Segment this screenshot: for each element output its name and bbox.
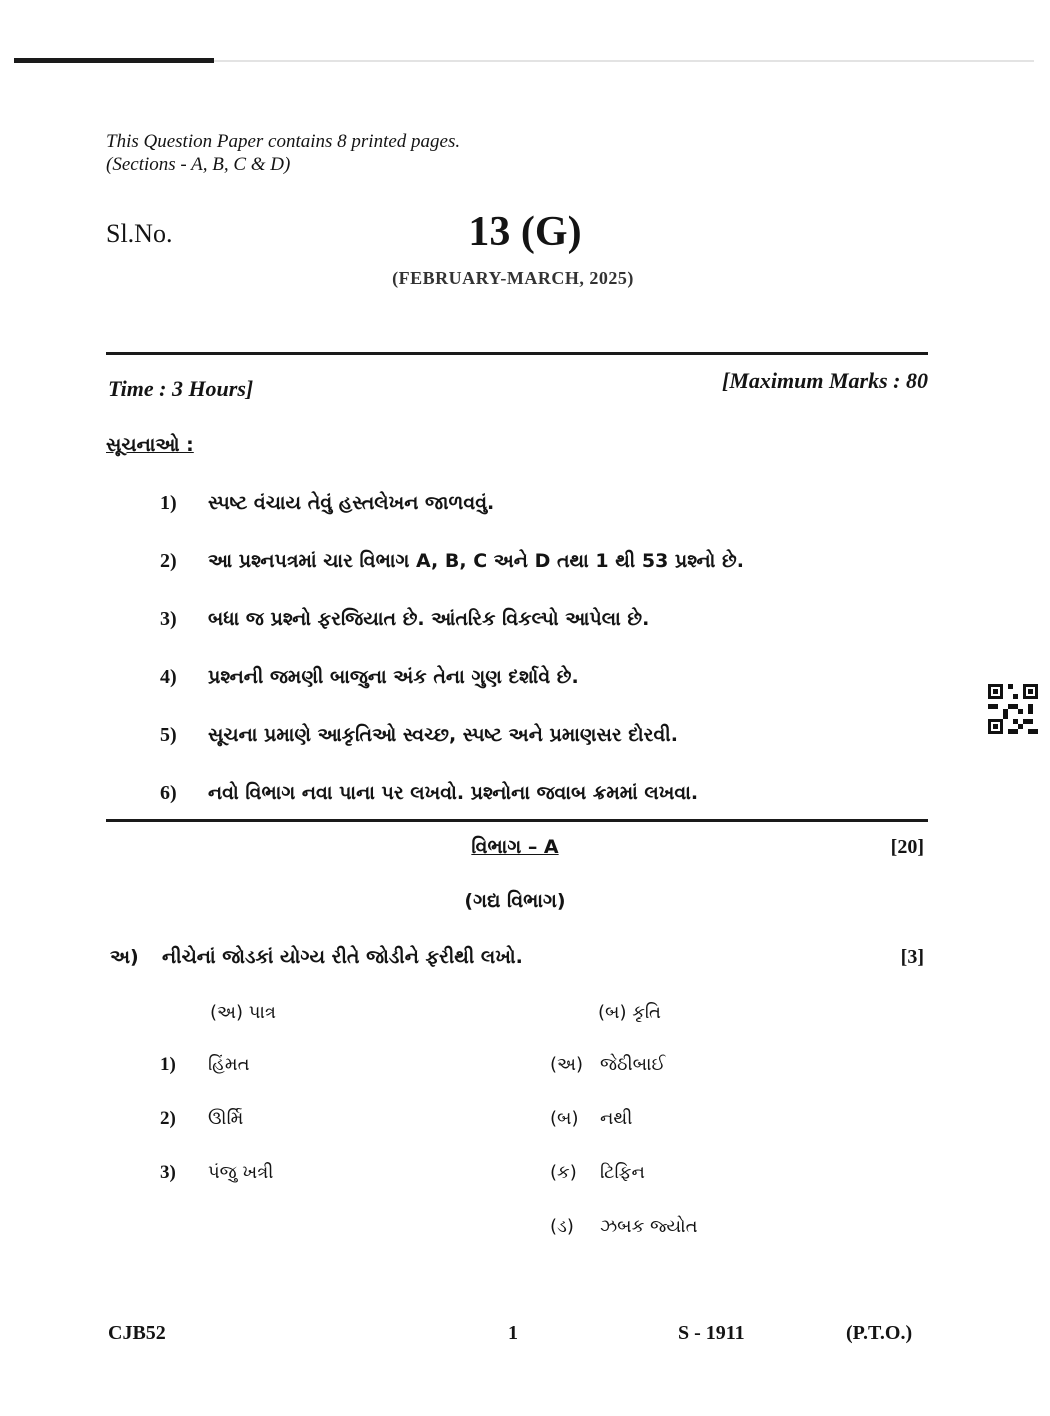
question-text: નીચેનાં જોડકાં યોગ્ય રીતે જોડીને ફરીથી લખો. — [162, 946, 523, 968]
instruction-text: સૂચના પ્રમાણે આકૃતિઓ સ્વચ્છ, સ્પષ્ટ અને પ્રમાણસર દોરવી. — [208, 724, 678, 746]
instruction-text: નવો વિભાગ નવા પાના પર લખવો. પ્રશ્નોના જવાબ ક્રમમાં લખવા. — [208, 782, 699, 804]
item-number: 2) — [160, 1108, 176, 1129]
instruction-number: 3) — [160, 608, 177, 630]
qr-code — [988, 684, 1038, 734]
question-marks: [3] — [900, 946, 924, 968]
serial-number-label: Sl.No. — [106, 219, 173, 248]
instruction-item — [160, 546, 744, 604]
header-divider — [106, 352, 928, 355]
instruction-text: બધા જ પ્રશ્નો ફરજિયાત છે. આંતરિક વિકલ્પો આપેલા છે. — [208, 608, 650, 630]
instruction-item — [160, 720, 744, 778]
column-b-item — [550, 1216, 698, 1270]
instruction-text: પ્રશ્નની જમણી બાજુના અંક તેના ગુણ દર્શાવે છે. — [208, 666, 579, 688]
series-number: S - 1911 — [678, 1322, 745, 1344]
instruction-item — [160, 604, 744, 662]
instruction-item — [160, 488, 744, 546]
maximum-marks: [Maximum Marks : 80 — [722, 368, 928, 393]
page-number: 1 — [508, 1322, 518, 1344]
column-a-heading: (અ) પાત્ર — [210, 1002, 276, 1023]
exam-session: (FEBRUARY-MARCH, 2025) — [392, 268, 634, 288]
instruction-number: 5) — [160, 724, 177, 746]
instructions-heading: સૂચનાઓ : — [106, 434, 194, 456]
item-text: જેઠીબાઈ — [600, 1054, 666, 1075]
item-label: (ક) — [550, 1162, 577, 1183]
instruction-text: આ પ્રશ્નપત્રમાં ચાર વિભાગ A, B, C અને D તથા 1 થી 53 પ્રશ્નો છે. — [208, 550, 744, 572]
instruction-number: 6) — [160, 782, 177, 804]
section-marks: [20] — [890, 836, 924, 858]
column-b-heading: (બ) કૃતિ — [598, 1002, 661, 1023]
item-number: 1) — [160, 1054, 176, 1075]
instruction-number: 4) — [160, 666, 177, 688]
question-label: અ) — [110, 946, 139, 968]
column-b-list — [550, 1054, 698, 1270]
item-text: ઊર્મિ — [208, 1108, 244, 1129]
instruction-text: સ્પષ્ટ વંચાય તેવું હસ્તલેખન જાળવવું. — [208, 492, 495, 514]
instructions-list — [160, 488, 744, 836]
item-text: ટિફિન — [600, 1162, 645, 1183]
column-a-list — [160, 1054, 273, 1216]
item-label: (બ) — [550, 1108, 579, 1129]
time-allowed: Time : 3 Hours] — [108, 376, 254, 401]
item-text: હિંમત — [208, 1054, 250, 1075]
column-a-item — [160, 1054, 273, 1108]
item-label: (ડ) — [550, 1216, 574, 1237]
please-turn-over: (P.T.O.) — [846, 1322, 913, 1344]
instructions-divider — [106, 819, 928, 822]
item-label: (અ) — [550, 1054, 584, 1075]
pages-note — [106, 130, 460, 176]
section-subtitle: (ગદ્ય વિભાગ) — [464, 890, 566, 912]
instruction-number: 1) — [160, 492, 177, 514]
item-text: પંજુ ખત્રી — [208, 1162, 274, 1183]
top-scan-line — [14, 58, 214, 63]
column-a-item — [160, 1108, 273, 1162]
item-text: ઝબક જ્યોત — [600, 1216, 698, 1237]
item-number: 3) — [160, 1162, 176, 1183]
column-b-item — [550, 1162, 698, 1216]
section-title: વિભાગ – A — [471, 836, 559, 858]
column-a-item — [160, 1162, 273, 1216]
pages-note-line2: (Sections - A, B, C & D) — [106, 154, 291, 175]
column-b-item — [550, 1054, 698, 1108]
top-scan-line-faint — [214, 60, 1034, 62]
pages-note-line1: This Question Paper contains 8 printed pages. — [106, 131, 461, 152]
instruction-item — [160, 662, 744, 720]
item-text: નથી — [600, 1108, 633, 1129]
column-b-item — [550, 1108, 698, 1162]
instruction-item — [160, 778, 744, 836]
paper-code: 13 (G) — [468, 209, 582, 255]
instruction-number: 2) — [160, 550, 177, 572]
footer-code: CJB52 — [108, 1322, 166, 1344]
